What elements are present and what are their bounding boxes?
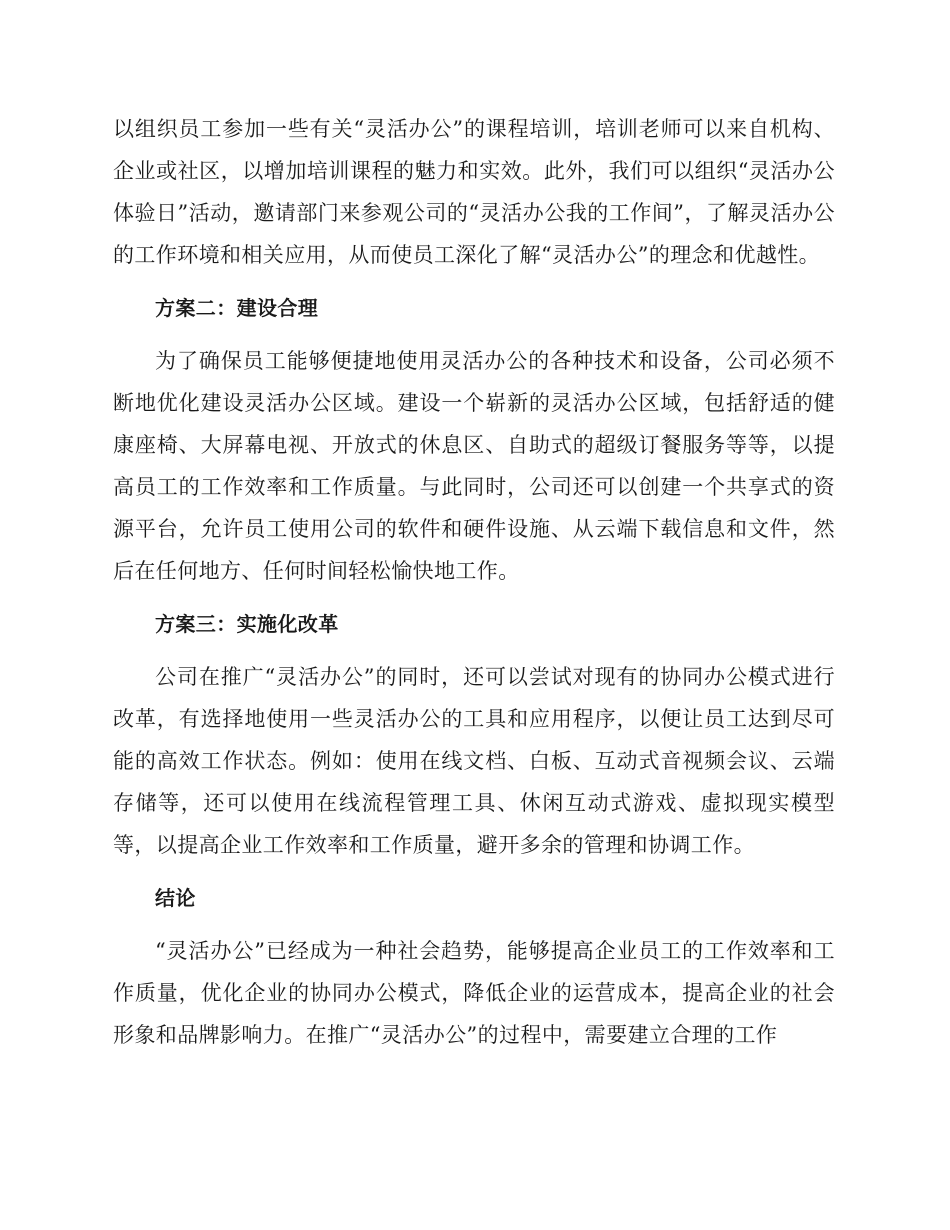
paragraph-plan-three: 公司在推广“灵活办公”的同时，还可以尝试对现有的协同办公模式进行改革，有选择地使用一些灵活办公的工具和应用程序，以便让员工达到尽可能的高效工作状态。例如：使用在线文档、白板、互动式音视频会议、云端存储等，还可以使用在线流程管理工具、休闲互动式游戏、虚拟现实模型等，以提高企业工作效率和工作质量，避开多余的管理和协调工作。 <box>113 665 835 857</box>
paragraph-conclusion: “灵活办公”已经成为一种社会趋势，能够提高企业员工的工作效率和工作质量，优化企业的协同办公模式，降低企业的运营成本，提高企业的社会形象和品牌影响力。在推广“灵活办公”的过程中，需要建立合理的工作 <box>113 939 835 1047</box>
heading-plan-two: 方案二：建设合理 <box>155 296 319 320</box>
document-body <box>113 108 835 1056</box>
heading-conclusion: 结论 <box>155 886 196 910</box>
heading-plan-three: 方案三：实施化改革 <box>155 612 339 636</box>
paragraph-training: 以组织员工参加一些有关“灵活办公”的课程培训，培训老师可以来自机构、企业或社区，以增加培训课程的魅力和实效。此外，我们可以组织“灵活办公体验日”活动，邀请部门来参观公司的“灵活办公我的工作间”，了解灵活办公的工作环境和相关应用，从而使员工深化了解“灵活办公”的理念和优越性。 <box>113 117 835 267</box>
paragraph-plan-two: 为了确保员工能够便捷地使用灵活办公的各种技术和设备，公司必须不断地优化建设灵活办公区域。建设一个崭新的灵活办公区域，包括舒适的健康座椅、大屏幕电视、开放式的休息区、自助式的超级订餐服务等等，以提高员工的工作效率和工作质量。与此同时，公司还可以创建一个共享式的资源平台，允许员工使用公司的软件和硬件设施、从云端下载信息和文件，然后在任何地方、任何时间轻松愉快地工作。 <box>113 349 835 583</box>
